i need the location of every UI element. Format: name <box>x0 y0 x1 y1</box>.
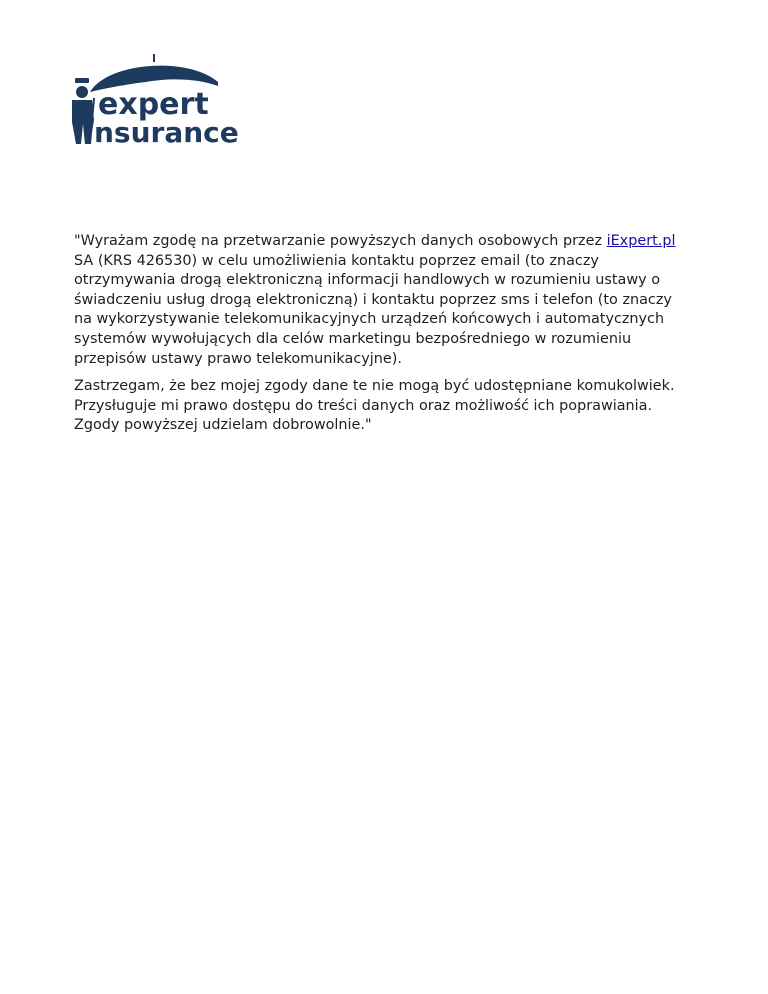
consent-text <box>74 232 694 444</box>
logo-line1: expert <box>98 87 209 122</box>
expert-insurance-logo <box>68 52 244 148</box>
logo-line2: nsurance <box>94 116 239 148</box>
consent-p1-end: SA (KRS 426530) w celu umożliwienia kontaktu poprzez email (to znaczy otrzymywania drogą elektroniczną informacji handlowych w rozumieniu ustawy o świadczeniu usług drogą elektroniczną) i kontaktu poprzez sms i telefon (to znaczy na wykorzystywanie telekomunikacyjnych urządzeń końcowych i automatycznych systemów wywołujących dla celów marketingu bezpośredniego w rozumieniu przepisów ustawy prawo telekomunikacyjne). <box>74 252 672 367</box>
consent-paragraph-1 <box>74 232 694 369</box>
iexpert-link[interactable]: iExpert.pl <box>606 233 676 249</box>
consent-p1-start: "Wyrażam zgodę na przetwarzanie powyższych danych osobowych przez <box>74 233 607 249</box>
consent-paragraph-2: Zastrzegam, że bez mojej zgody dane te nie mogą być udostępniane komukolwiek. Przysługuje mi prawo dostępu do treści danych oraz możliwość ich poprawiania. Zgody powyższej udzielam dobrowolnie." <box>74 378 675 434</box>
